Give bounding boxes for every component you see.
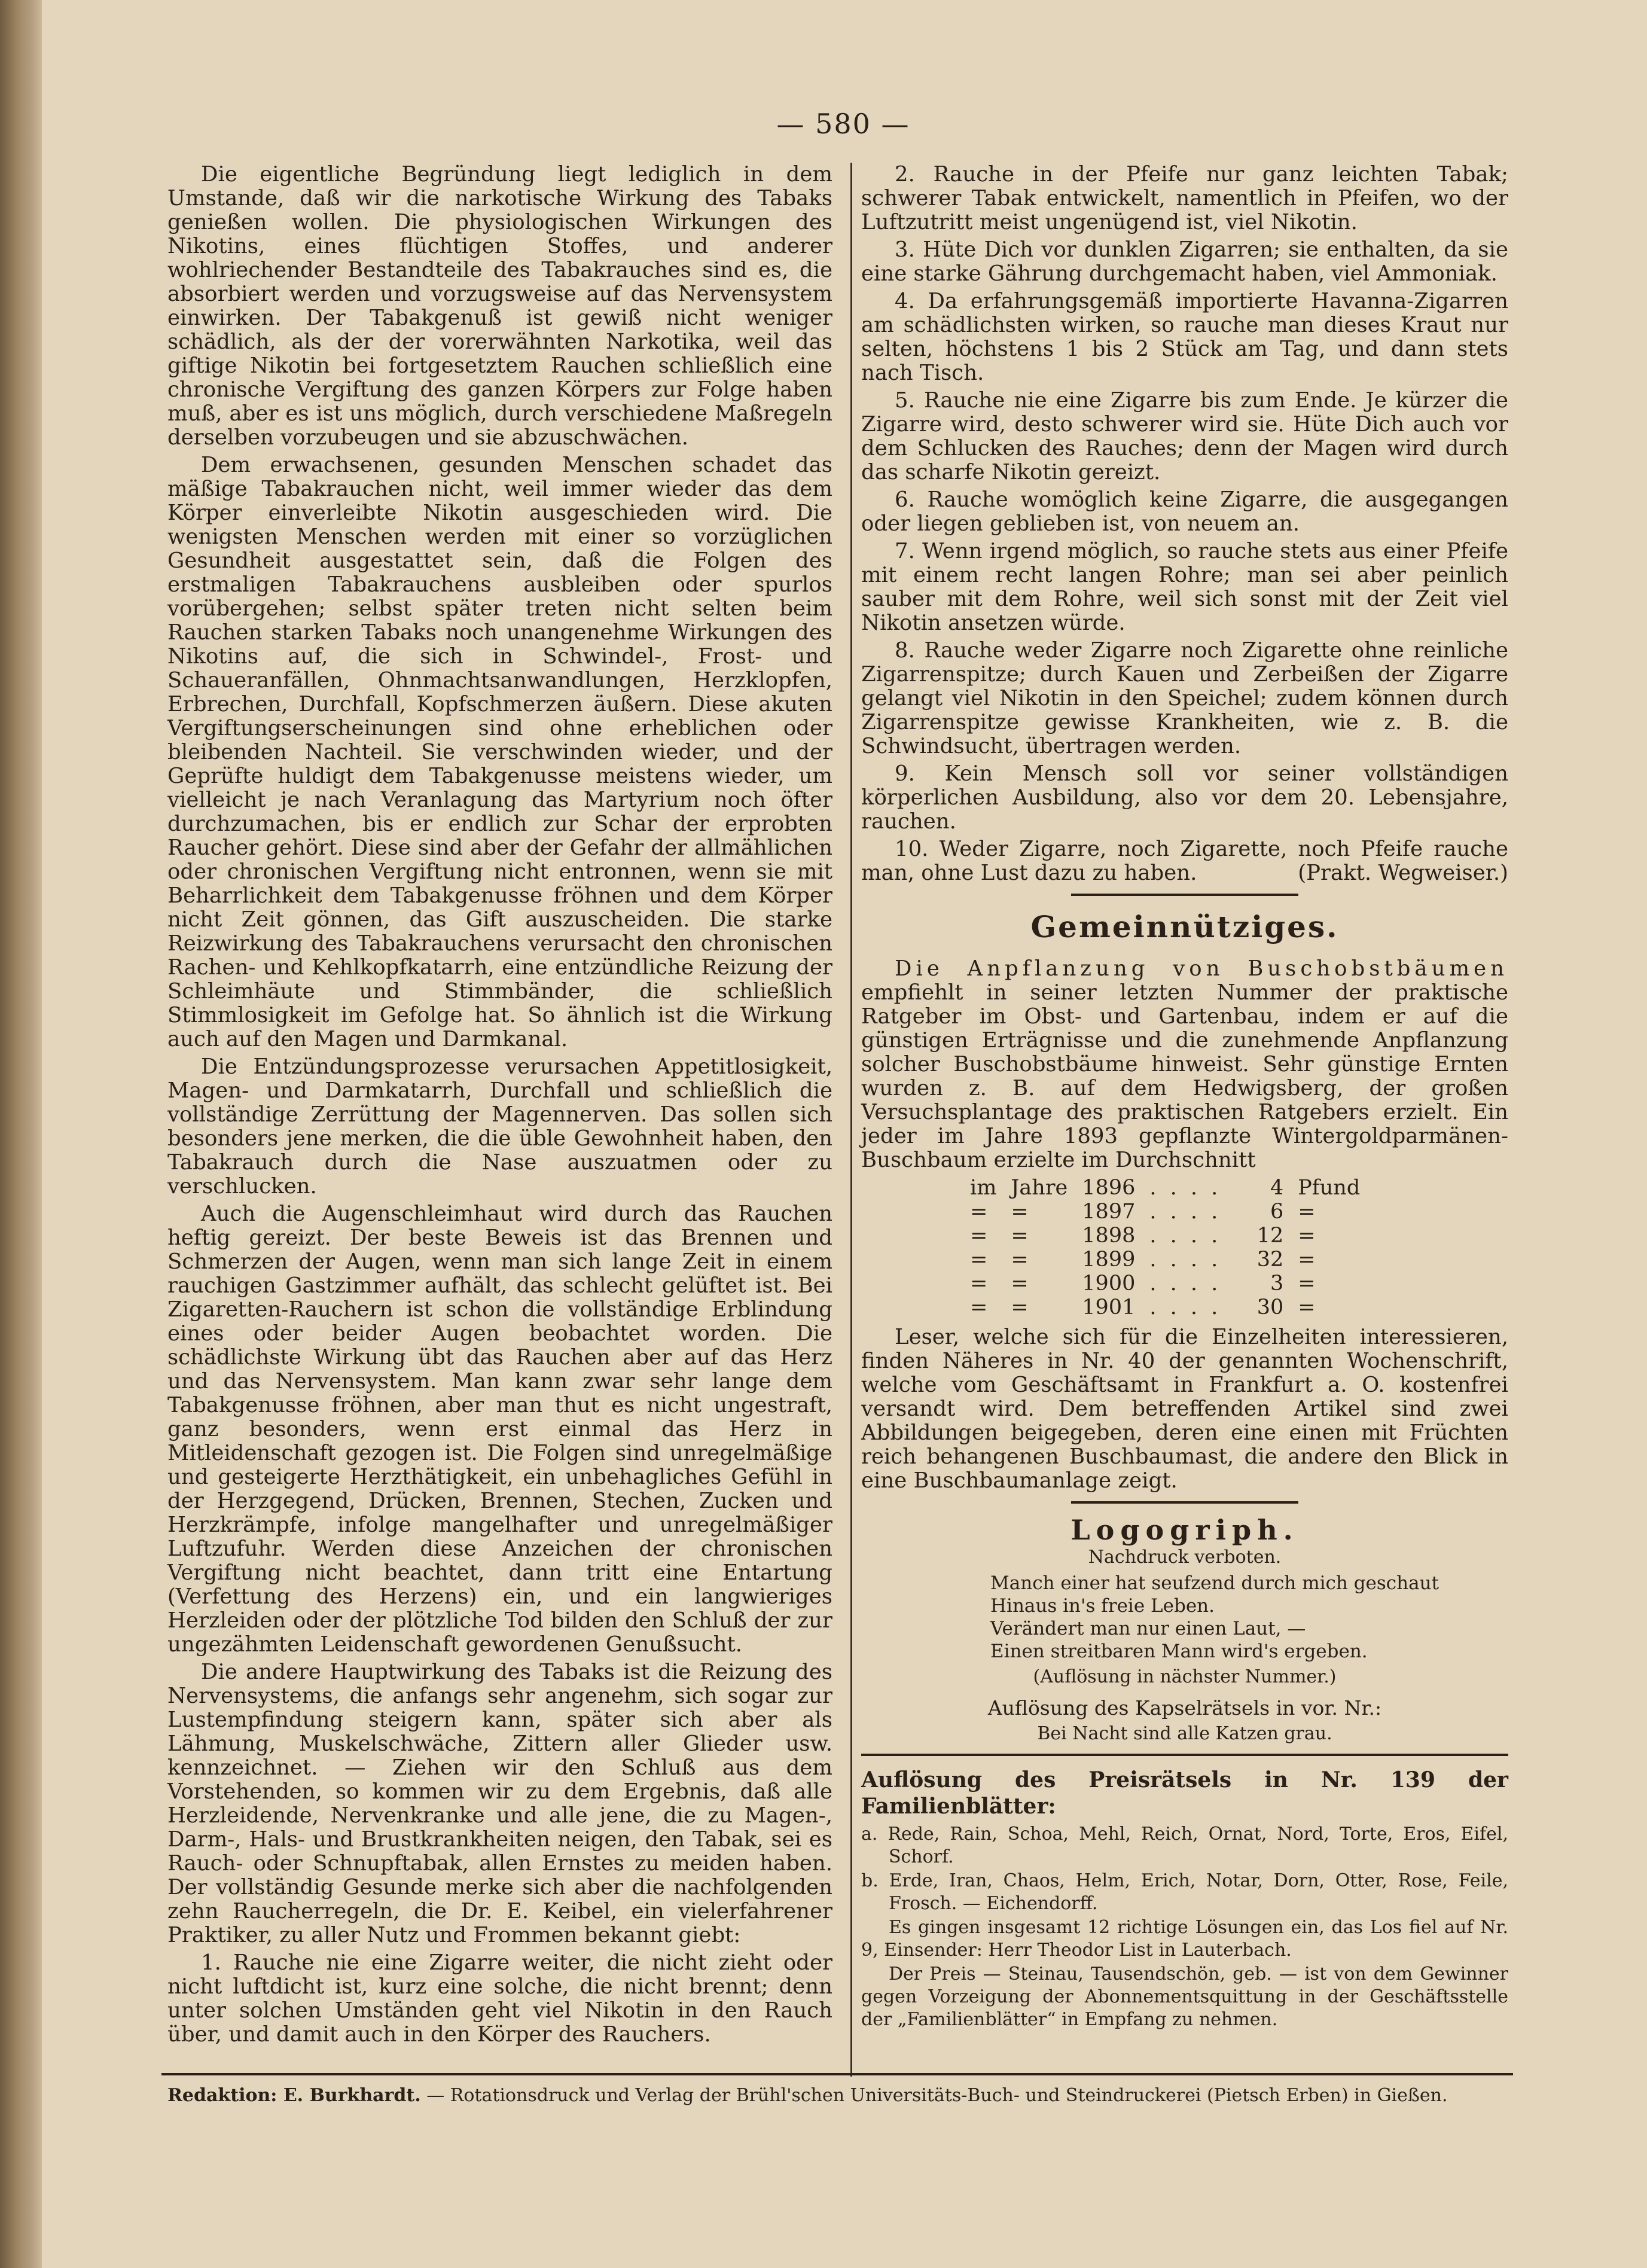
section-divider [1071,1501,1298,1504]
answer-note: (Auflösung in nächster Nummer.) [1033,1666,1337,1687]
gemein-intro [861,957,1508,1172]
smoking-rule: 4. Da erfahrungsgemäß importierte Havanna-Zigarren am schädlichsten wirken, so rauche man dieses Kraut nur selten, höchstens 1 bis 2 Stück am Tag, und dann stets nach Tisch. [861,289,1508,385]
harvest-prefix: = [970,1224,988,1248]
rule-10-text: 10. Weder Zigarre, noch Zigarette, noch Pfeife rauche man, ohne Lust dazu zu haben. [861,837,1508,885]
poem-line: Verändert man nur einen Laut, — [990,1618,1306,1639]
paragraph: Auch die Augenschleimhaut wird durch das Rauchen heftig gereizt. Der beste Beweis ist das Brennen und Schmerzen der Augen, wenn man sich lange Zeit in einem rauchigen Gastzimmer aufhält, das schlecht gelüftet ist. Bei Zigaretten-Rauchern ist schon die vollständige Erblindung eines oder beider Augen beobachtet worden. Die schädlichste Wirkung übt das Rauchen aber auf das Herz und das Nervensystem. Man kann zwar sehr lange dem Tabakgenusse fröhnen, aber man thut es nicht ungestraft, ganz besonders, wenn erst einmal das Herz in Mitleidenschaft gezogen ist. Die Folgen sind unregelmäßige und gesteigerte Herzthätigkeit, ein unbehagliches Gefühl in der Herzgegend, Drücken, Brennen, Stechen, Zucken und Herzkrämpfe, infolge mangelhafter und unregelmäßiger Luftzufuhr. Werden diese Anzeichen der chronischen Vergiftung nicht beachtet, dann tritt eine Entartung (Verfettung des Herzens) ein, und ein langwieriges Herzleiden oder der plötzliche Tod bilden den Schluß der zur ungezähmten Leidenschaft gewordenen Genußsucht. [167,1202,832,1657]
harvest-prefix: = [970,1272,988,1295]
smoking-rule: 2. Rauche in der Pfeife nur ganz leichten Tabak; schwerer Tabak entwickelt, namentlich in Pfeifen, wo der Luftzutritt meist ungenügend ist, viel Nikotin. [861,162,1508,234]
section-divider [1071,894,1298,896]
smoking-rule: 7. Wenn irgend möglich, so rauche stets aus einer Pfeife mit einem recht langen Rohre; man sei aber peinlich sauber mit dem Rohre, weil sich sonst mit der Zeit viel Nikotin ansetzen würde. [861,539,1508,635]
harvest-prefix: im [970,1176,997,1200]
harvest-value: 6 [1270,1200,1284,1224]
smoking-rule: 8. Rauche weder Zigarre noch Zigarette ohne reinliche Zigarrenspitze; durch Kauen und Zerbeißen der Zigarre gelangt viel Nikotin in den Speichel; zudem können durch Zigarrenspitze gewisse Krankheiten, wie z. B. die Schwindsucht, übertragen werden. [861,638,1508,758]
harvest-word: Jahre [1011,1176,1068,1200]
paragraph: Dem erwachsenen, gesunden Menschen schadet das mäßige Tabakrauchen nicht, weil immer wieder das dem Körper einverleibte Nikotin ausgeschieden wird. Die wenigsten Menschen werden mit einer so vorzüglichen Gesundheit ausgestattet sein, daß die Folgen des erstmaligen Tabakrauchens ausbleiben oder spurlos vorübergehen; selbst später treten nicht selten beim Rauchen starken Tabaks noch unangenehme Wirkungen des Nikotins auf, die sich in Schwindel-, Frost- und Schaueranfällen, Ohnmachtsanwandlungen, Herzklopfen, Erbrechen, Durchfall, Kopfschmerzen äußern. Diese akuten Vergiftungserscheinungen sind ohne erheblichen oder bleibenden Nachteil. Sie verschwinden wieder, und der Geprüfte huldigt dem Tabakgenusse meistens wieder, um vielleicht je nach Veranlagung das Martyrium noch öfter durchzumachen, bis er endlich zur Schar der erprobten Raucher gehört. Diese sind aber der Gefahr der allmählichen oder chronischen Vergiftung nicht entronnen, wenn sie mit Beharrlichkeit dem Tabakgenusse fröhnen und dem Körper nicht Zeit gönnen, das Gift auszuscheiden. Die starke Reizwirkung des Tabakrauchens verursacht den chronischen Rachen- und Kehlkopfkatarrh, eine entzündliche Reizung der Schleimhäute und Stimmbänder, die schließlich Stimmlosigkeit im Gefolge hat. So ähnlich ist die Wirkung auch auf den Magen und Darmkanal. [167,453,832,1051]
harvest-year: 1896 [1082,1176,1136,1200]
harvest-unit: = [1298,1200,1316,1224]
smoking-rule-10 [861,837,1508,885]
poem-line: Einen streitbaren Mann wird's ergeben. [990,1641,1368,1662]
harvest-year: 1899 [1082,1248,1136,1272]
harvest-word: = [1011,1200,1029,1224]
smoking-rule: 5. Rauche nie eine Zigarre bis zum Ende. Je kürzer die Zigarre wird, desto schwerer wird sie. Hüte Dich auch vor dem Schlucken des Rauches; denn der Magen wird durch das scharfe Nikotin gereizt. [861,388,1508,484]
harvest-unit: = [1298,1272,1316,1295]
prize-line-a: a. Rede, Rain, Schoa, Mehl, Reich, Ornat, Nord, Torte, Eros, Eifel, Schorf. [861,1824,1508,1867]
harvest-value: 4 [1270,1176,1284,1200]
harvest-dots: . . . . [1149,1295,1222,1319]
harvest-prefix: = [970,1248,988,1272]
harvest-word: = [1011,1224,1029,1248]
column-divider [850,163,852,2077]
logogriph-title: Logogriph. [1070,1514,1299,1546]
page-number: — 580 — [776,108,910,140]
harvest-row [963,1224,1367,1248]
harvest-row [963,1200,1367,1224]
harvest-row [963,1272,1367,1295]
poem-line: Hinaus in's freie Leben. [990,1595,1215,1617]
harvest-unit: = [1298,1295,1316,1319]
harvest-year: 1898 [1082,1224,1136,1248]
harvest-table [963,1176,1367,1319]
gemein-intro-spaced: Die Anpflanzung von Buschobstbäumen [895,956,1508,981]
harvest-row [963,1295,1367,1319]
prize-note: Der Preis — Steinau, Tausendschön, geb. — ist von dem Gewinner gegen Vorzeigung der Abonnementsquittung in der Geschäftsstelle der „Familienblätter“ in Empfang zu nehmen. [861,1964,1508,2030]
imprint-footer [167,2084,1519,2108]
harvest-word: = [1011,1295,1029,1319]
book-binding-edge [0,0,42,2268]
harvest-dots: . . . . [1149,1272,1222,1295]
harvest-dots: . . . . [1149,1224,1222,1248]
harvest-unit: = [1298,1224,1316,1248]
gemein-closing: Leser, welche sich für die Einzelheiten interessieren, finden Näheres in Nr. 40 der genannten Wochenschrift, welche vom Geschäftsamt in Frankfurt a. O. kostenfrei versandt wird. Dem betreffenden Artikel sind zwei Abbildungen beigegeben, deren eine einen mit Früchten reich behangenen Buschbaumast, die andere den Blick in eine Buschbaumanlage zeigt. [861,1325,1508,1493]
logogriph-poem [990,1572,1508,1663]
newspaper-page [42,0,1647,2268]
harvest-value: 3 [1270,1272,1284,1295]
harvest-prefix: = [970,1200,988,1224]
harvest-row [963,1176,1367,1200]
poem-line: Manch einer hat seufzend durch mich geschaut [990,1572,1439,1594]
harvest-year: 1897 [1082,1200,1136,1224]
kapsel-solution: Bei Nacht sind alle Katzen grau. [1037,1723,1332,1744]
imprint-text: — Rotationsdruck und Verlag der Brühl'schen Universitäts-Buch- und Steindruckerei (Pietsch Erben) in Gießen. [420,2085,1448,2106]
harvest-word: = [1011,1272,1029,1295]
section-heading: Gemeinnütziges. [1030,909,1339,944]
harvest-year: 1900 [1082,1272,1136,1295]
rule-source: (Prakt. Wegweiser.) [1298,861,1508,885]
smoking-rule: 6. Rauche womöglich keine Zigarre, die ausgegangen oder liegen geblieben ist, von neuem an. [861,487,1508,536]
reprint-note: Nachdruck verboten. [1088,1547,1282,1568]
harvest-unit: = [1298,1248,1316,1272]
paragraph: Die andere Hauptwirkung des Tabaks ist die Reizung des Nervensystems, die anfangs sehr angenehm, sich sogar zur Lustempfindung steigern kann, später sich aber als Lähmung, Muskelschwäche, Zittern aller Glieder usw. kennzeichnet. — Ziehen wir den Schluß aus dem Vorstehenden, so kommen wir zu dem Ergebnis, daß alle Herzleidende, Nervenkranke und alle jene, die zu Magen-, Darm-, Hals- und Brustkrankheiten neigen, den Tabak, sei es Rauch- oder Schnupftabak, allen Ernstes zu meiden haben. Der vollständig Gesunde merke sich aber die nachfolgenden zehn Raucherregeln, die Dr. E. Keibel, ein vielerfahrener Praktiker, zu aller Nutz und Frommen bekannt giebt: [167,1660,832,1947]
paragraph: Die eigentliche Begründung liegt lediglich in dem Umstande, daß wir die narkotische Wirkung des Tabaks genießen wollen. Die physiologischen Wirkungen des Nikotins, eines flüchtigen Stoffes, und anderer wohlriechender Bestandteile des Tabakrauches sind es, die absorbiert werden und vorzugsweise auf das Nervensystem einwirken. Der Tabakgenuß ist gewiß nicht weniger schädlich, als der der vorerwähnten Narkotika, weil das giftige Nikotin bei fortgesetztem Rauchen schließlich eine chronische Vergiftung des ganzen Körpers zur Folge haben muß, aber es ist uns möglich, durch verschiedene Maßregeln derselben vorzubeugen und sie abzuschwächen. [167,162,832,450]
prize-line-b: b. Erde, Iran, Chaos, Helm, Erich, Notar, Dorn, Otter, Rose, Feile, Frosch. — Eichendorff. [861,1870,1508,1914]
right-column [861,163,1508,2032]
harvest-dots: . . . . [1149,1248,1222,1272]
smoking-rule: 3. Hüte Dich vor dunklen Zigarren; sie enthalten, da sie eine starke Gährung durchgemacht haben, viel Ammoniak. [861,237,1508,286]
harvest-row [963,1248,1367,1272]
smoking-rule: 9. Kein Mensch soll vor seiner vollständigen körperlichen Ausbildung, also vor dem 20. Lebensjahre, rauchen. [861,761,1508,834]
harvest-year: 1901 [1082,1295,1136,1319]
section-divider [861,1754,1508,1756]
harvest-value: 12 [1256,1224,1284,1248]
editor-label: Redaktion: E. Burkhardt. [167,2085,421,2106]
harvest-dots: . . . . [1149,1200,1222,1224]
kapsel-heading: Auflösung des Kapselrätsels in vor. Nr.: [987,1696,1382,1720]
harvest-value: 30 [1256,1295,1284,1319]
prize-heading: Auflösung des Preisrätsels in Nr. 139 der Familienblätter: [861,1767,1508,1819]
harvest-dots: . . . . [1149,1176,1222,1200]
harvest-unit: Pfund [1298,1176,1361,1200]
left-column [167,163,832,2050]
harvest-word: = [1011,1248,1029,1272]
paragraph: Die Entzündungsprozesse verursachen Appetitlosigkeit, Magen- und Darmkatarrh, Durchfall und schließlich die vollständige Zerrüttung der Magennerven. Das sollen sich besonders jene merken, die die üble Gewohnheit haben, den Tabakrauch durch die Nase auszuatmen oder zu verschlucken. [167,1054,832,1199]
harvest-prefix: = [970,1295,988,1319]
gemein-intro-text: empfiehlt in seiner letzten Nummer der praktische Ratgeber im Obst- und Gartenbau, indem er auf die günstigen Erträgnisse und die zunehmende Anpflanzung solcher Buschobstbäume hinweist. Sehr günstige Ernten wurden z. B. auf dem Hedwigsberg, der großen Versuchsplantage des praktischen Ratgebers erzielt. Ein jeder im Jahre 1893 gepflanzte Wintergoldparmänen-Buschbaum erzielte im Durchschnitt [861,980,1508,1172]
smoking-rule: 1. Rauche nie eine Zigarre weiter, die nicht zieht oder nicht luftdicht ist, kurz eine solche, die nicht brennt; denn unter solchen Umständen geht viel Nikotin in den Rauch über, und damit auch in den Körper des Rauchers. [167,1950,832,2047]
footer-divider [161,2073,1513,2075]
prize-note: Es gingen insgesamt 12 richtige Lösungen ein, das Los fiel auf Nr. 9, Einsender: Herr Theodor List in Lauterbach. [861,1917,1508,1961]
harvest-value: 32 [1256,1248,1284,1272]
